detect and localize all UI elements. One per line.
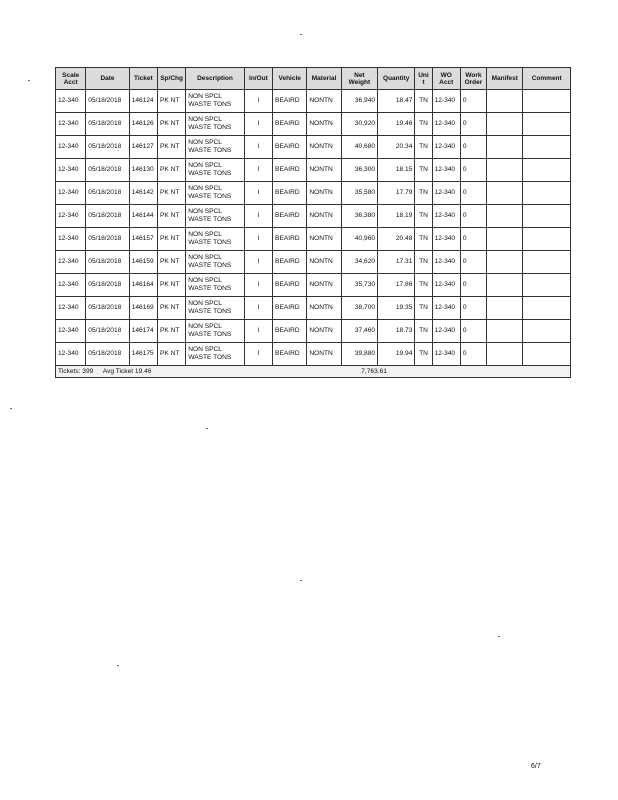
cell-comment (523, 90, 571, 113)
header-wo-acct: WO Acct (432, 68, 460, 90)
cell-net-weight: 36,380 (341, 205, 377, 228)
cell-material: NONTN (307, 90, 341, 113)
cell-vehicle: BEAIRD (273, 136, 307, 159)
cell-sp-chg: PK NT (157, 297, 185, 320)
cell-manifest (487, 320, 523, 343)
cell-ticket: 146144 (129, 205, 157, 228)
cell-in-out: I (244, 182, 272, 205)
cell-net-weight: 37,460 (341, 320, 377, 343)
scan-speck (498, 636, 500, 637)
cell-date: 05/18/2018 (86, 159, 129, 182)
page-number: 6/7 (531, 763, 541, 770)
header-in-out: In/Out (244, 68, 272, 90)
scan-speck (206, 428, 208, 429)
cell-vehicle: BEAIRD (273, 182, 307, 205)
cell-ticket: 146130 (129, 159, 157, 182)
header-ticket: Ticket (129, 68, 157, 90)
cell-manifest (487, 159, 523, 182)
scan-speck (300, 34, 302, 35)
cell-sp-chg: PK NT (157, 343, 185, 366)
cell-work-order: 0 (460, 90, 486, 113)
cell-sp-chg: PK NT (157, 251, 185, 274)
cell-scale-acct: 12-340 (56, 159, 86, 182)
header-comment: Comment (523, 68, 571, 90)
header-quantity: Quantity (378, 68, 415, 90)
cell-net-weight: 36,940 (341, 90, 377, 113)
table-row (56, 159, 571, 182)
cell-scale-acct: 12-340 (56, 136, 86, 159)
cell-unit: TN (415, 90, 432, 113)
cell-net-weight: 35,580 (341, 182, 377, 205)
cell-manifest (487, 297, 523, 320)
header-row (56, 68, 571, 90)
cell-quantity: 20.34 (378, 136, 415, 159)
ticket-table (55, 67, 571, 378)
cell-net-weight: 39,880 (341, 343, 377, 366)
cell-sp-chg: PK NT (157, 136, 185, 159)
cell-vehicle: BEAIRD (273, 320, 307, 343)
header-manifest: Manifest (487, 68, 523, 90)
cell-material: NONTN (307, 159, 341, 182)
cell-date: 05/18/2018 (86, 90, 129, 113)
cell-ticket: 146169 (129, 297, 157, 320)
cell-date: 05/18/2018 (86, 320, 129, 343)
cell-sp-chg: PK NT (157, 113, 185, 136)
cell-comment (523, 251, 571, 274)
cell-unit: TN (415, 159, 432, 182)
cell-work-order: 0 (460, 251, 486, 274)
table-row (56, 136, 571, 159)
cell-material: NONTN (307, 274, 341, 297)
cell-quantity: 20.48 (378, 228, 415, 251)
cell-in-out: I (244, 136, 272, 159)
table-row (56, 320, 571, 343)
cell-description: NON SPCL WASTE TONS (186, 113, 245, 136)
cell-manifest (487, 136, 523, 159)
cell-sp-chg: PK NT (157, 274, 185, 297)
cell-in-out: I (244, 274, 272, 297)
cell-quantity: 17.31 (378, 251, 415, 274)
cell-unit: TN (415, 205, 432, 228)
cell-quantity: 19.35 (378, 297, 415, 320)
cell-date: 05/18/2018 (86, 297, 129, 320)
cell-sp-chg: PK NT (157, 228, 185, 251)
cell-quantity: 17.86 (378, 274, 415, 297)
ticket-count: Tickets: 399 (58, 367, 94, 375)
cell-quantity: 18.73 (378, 320, 415, 343)
cell-quantity: 17.79 (378, 182, 415, 205)
header-scale-acct: Scale Acct (56, 68, 86, 90)
cell-date: 05/18/2018 (86, 228, 129, 251)
cell-description: NON SPCL WASTE TONS (186, 297, 245, 320)
cell-description: NON SPCL WASTE TONS (186, 320, 245, 343)
cell-date: 05/18/2018 (86, 205, 129, 228)
cell-in-out: I (244, 205, 272, 228)
cell-comment (523, 182, 571, 205)
cell-vehicle: BEAIRD (273, 251, 307, 274)
cell-work-order: 0 (460, 297, 486, 320)
cell-material: NONTN (307, 320, 341, 343)
cell-unit: TN (415, 136, 432, 159)
scan-speck (28, 80, 30, 81)
cell-vehicle: BEAIRD (273, 159, 307, 182)
cell-scale-acct: 12-340 (56, 228, 86, 251)
cell-description: NON SPCL WASTE TONS (186, 136, 245, 159)
cell-ticket: 146174 (129, 320, 157, 343)
cell-in-out: I (244, 320, 272, 343)
cell-comment (523, 343, 571, 366)
header-work-order: Work Order (460, 68, 486, 90)
cell-description: NON SPCL WASTE TONS (186, 90, 245, 113)
table-row (56, 251, 571, 274)
cell-quantity: 19.46 (378, 113, 415, 136)
header-description: Description (186, 68, 245, 90)
cell-wo-acct: 12-340 (432, 113, 460, 136)
cell-wo-acct: 12-340 (432, 182, 460, 205)
cell-in-out: I (244, 113, 272, 136)
cell-net-weight: 30,920 (341, 113, 377, 136)
cell-comment (523, 136, 571, 159)
cell-manifest (487, 251, 523, 274)
table-row (56, 113, 571, 136)
cell-manifest (487, 343, 523, 366)
cell-description: NON SPCL WASTE TONS (186, 182, 245, 205)
quantity-total: 7,763.61 (361, 367, 387, 375)
table-row (56, 90, 571, 113)
header-material: Material (307, 68, 341, 90)
cell-ticket: 146127 (129, 136, 157, 159)
table-row (56, 343, 571, 366)
cell-net-weight: 34,620 (341, 251, 377, 274)
cell-ticket: 146164 (129, 274, 157, 297)
cell-wo-acct: 12-340 (432, 343, 460, 366)
cell-comment (523, 228, 571, 251)
cell-work-order: 0 (460, 113, 486, 136)
cell-ticket: 146157 (129, 228, 157, 251)
cell-work-order: 0 (460, 182, 486, 205)
cell-description: NON SPCL WASTE TONS (186, 343, 245, 366)
cell-ticket: 146142 (129, 182, 157, 205)
cell-wo-acct: 12-340 (432, 136, 460, 159)
cell-date: 05/18/2018 (86, 136, 129, 159)
cell-vehicle: BEAIRD (273, 90, 307, 113)
cell-ticket: 146159 (129, 251, 157, 274)
cell-wo-acct: 12-340 (432, 228, 460, 251)
cell-comment (523, 297, 571, 320)
cell-net-weight: 38,700 (341, 297, 377, 320)
cell-manifest (487, 205, 523, 228)
cell-net-weight: 40,960 (341, 228, 377, 251)
cell-sp-chg: PK NT (157, 205, 185, 228)
table-row (56, 228, 571, 251)
cell-vehicle: BEAIRD (273, 274, 307, 297)
cell-date: 05/18/2018 (86, 113, 129, 136)
cell-scale-acct: 12-340 (56, 182, 86, 205)
cell-quantity: 19.94 (378, 343, 415, 366)
cell-comment (523, 274, 571, 297)
cell-in-out: I (244, 343, 272, 366)
cell-wo-acct: 12-340 (432, 297, 460, 320)
footer-cell (56, 366, 571, 378)
cell-comment (523, 320, 571, 343)
cell-manifest (487, 228, 523, 251)
avg-ticket: Avg Ticket 19.46 (102, 367, 152, 375)
cell-sp-chg: PK NT (157, 320, 185, 343)
cell-wo-acct: 12-340 (432, 159, 460, 182)
cell-work-order: 0 (460, 274, 486, 297)
cell-unit: TN (415, 343, 432, 366)
cell-unit: TN (415, 113, 432, 136)
cell-scale-acct: 12-340 (56, 320, 86, 343)
cell-quantity: 18.15 (378, 159, 415, 182)
cell-scale-acct: 12-340 (56, 205, 86, 228)
cell-scale-acct: 12-340 (56, 297, 86, 320)
header-unit: Unit (415, 68, 432, 90)
cell-vehicle: BEAIRD (273, 113, 307, 136)
cell-work-order: 0 (460, 228, 486, 251)
header-date: Date (86, 68, 129, 90)
cell-work-order: 0 (460, 205, 486, 228)
table-row (56, 297, 571, 320)
cell-wo-acct: 12-340 (432, 251, 460, 274)
cell-material: NONTN (307, 136, 341, 159)
cell-quantity: 18.19 (378, 205, 415, 228)
cell-ticket: 146175 (129, 343, 157, 366)
cell-manifest (487, 274, 523, 297)
cell-work-order: 0 (460, 159, 486, 182)
cell-work-order: 0 (460, 343, 486, 366)
scan-speck (300, 580, 302, 581)
cell-sp-chg: PK NT (157, 182, 185, 205)
cell-wo-acct: 12-340 (432, 205, 460, 228)
cell-scale-acct: 12-340 (56, 90, 86, 113)
header-net-weight: Net Weight (341, 68, 377, 90)
table-row (56, 182, 571, 205)
cell-in-out: I (244, 159, 272, 182)
cell-material: NONTN (307, 182, 341, 205)
table-row (56, 205, 571, 228)
cell-net-weight: 40,680 (341, 136, 377, 159)
cell-sp-chg: PK NT (157, 159, 185, 182)
cell-work-order: 0 (460, 136, 486, 159)
header-sp-chg: Sp/Chg (157, 68, 185, 90)
cell-vehicle: BEAIRD (273, 228, 307, 251)
cell-unit: TN (415, 228, 432, 251)
cell-unit: TN (415, 182, 432, 205)
scan-speck (10, 408, 12, 409)
cell-description: NON SPCL WASTE TONS (186, 205, 245, 228)
scan-speck (117, 665, 119, 666)
cell-unit: TN (415, 274, 432, 297)
cell-work-order: 0 (460, 320, 486, 343)
cell-vehicle: BEAIRD (273, 343, 307, 366)
cell-description: NON SPCL WASTE TONS (186, 228, 245, 251)
cell-manifest (487, 90, 523, 113)
cell-manifest (487, 113, 523, 136)
cell-scale-acct: 12-340 (56, 274, 86, 297)
cell-ticket: 146126 (129, 113, 157, 136)
cell-material: NONTN (307, 251, 341, 274)
cell-material: NONTN (307, 228, 341, 251)
cell-date: 05/18/2018 (86, 251, 129, 274)
cell-description: NON SPCL WASTE TONS (186, 159, 245, 182)
cell-material: NONTN (307, 343, 341, 366)
cell-unit: TN (415, 320, 432, 343)
cell-material: NONTN (307, 205, 341, 228)
cell-material: NONTN (307, 297, 341, 320)
cell-in-out: I (244, 90, 272, 113)
cell-wo-acct: 12-340 (432, 90, 460, 113)
cell-scale-acct: 12-340 (56, 113, 86, 136)
cell-vehicle: BEAIRD (273, 297, 307, 320)
table-row (56, 274, 571, 297)
cell-in-out: I (244, 251, 272, 274)
cell-description: NON SPCL WASTE TONS (186, 251, 245, 274)
cell-wo-acct: 12-340 (432, 274, 460, 297)
footer-row (56, 366, 571, 378)
cell-unit: TN (415, 251, 432, 274)
cell-comment (523, 205, 571, 228)
cell-in-out: I (244, 297, 272, 320)
cell-wo-acct: 12-340 (432, 320, 460, 343)
cell-net-weight: 36,300 (341, 159, 377, 182)
cell-net-weight: 35,730 (341, 274, 377, 297)
cell-comment (523, 113, 571, 136)
cell-manifest (487, 182, 523, 205)
cell-in-out: I (244, 228, 272, 251)
cell-material: NONTN (307, 113, 341, 136)
cell-description: NON SPCL WASTE TONS (186, 274, 245, 297)
cell-date: 05/18/2018 (86, 343, 129, 366)
cell-unit: TN (415, 297, 432, 320)
cell-quantity: 18.47 (378, 90, 415, 113)
cell-vehicle: BEAIRD (273, 205, 307, 228)
cell-sp-chg: PK NT (157, 90, 185, 113)
cell-date: 05/18/2018 (86, 274, 129, 297)
cell-ticket: 146124 (129, 90, 157, 113)
cell-scale-acct: 12-340 (56, 251, 86, 274)
cell-date: 05/18/2018 (86, 182, 129, 205)
cell-comment (523, 159, 571, 182)
cell-scale-acct: 12-340 (56, 343, 86, 366)
header-vehicle: Vehicle (273, 68, 307, 90)
